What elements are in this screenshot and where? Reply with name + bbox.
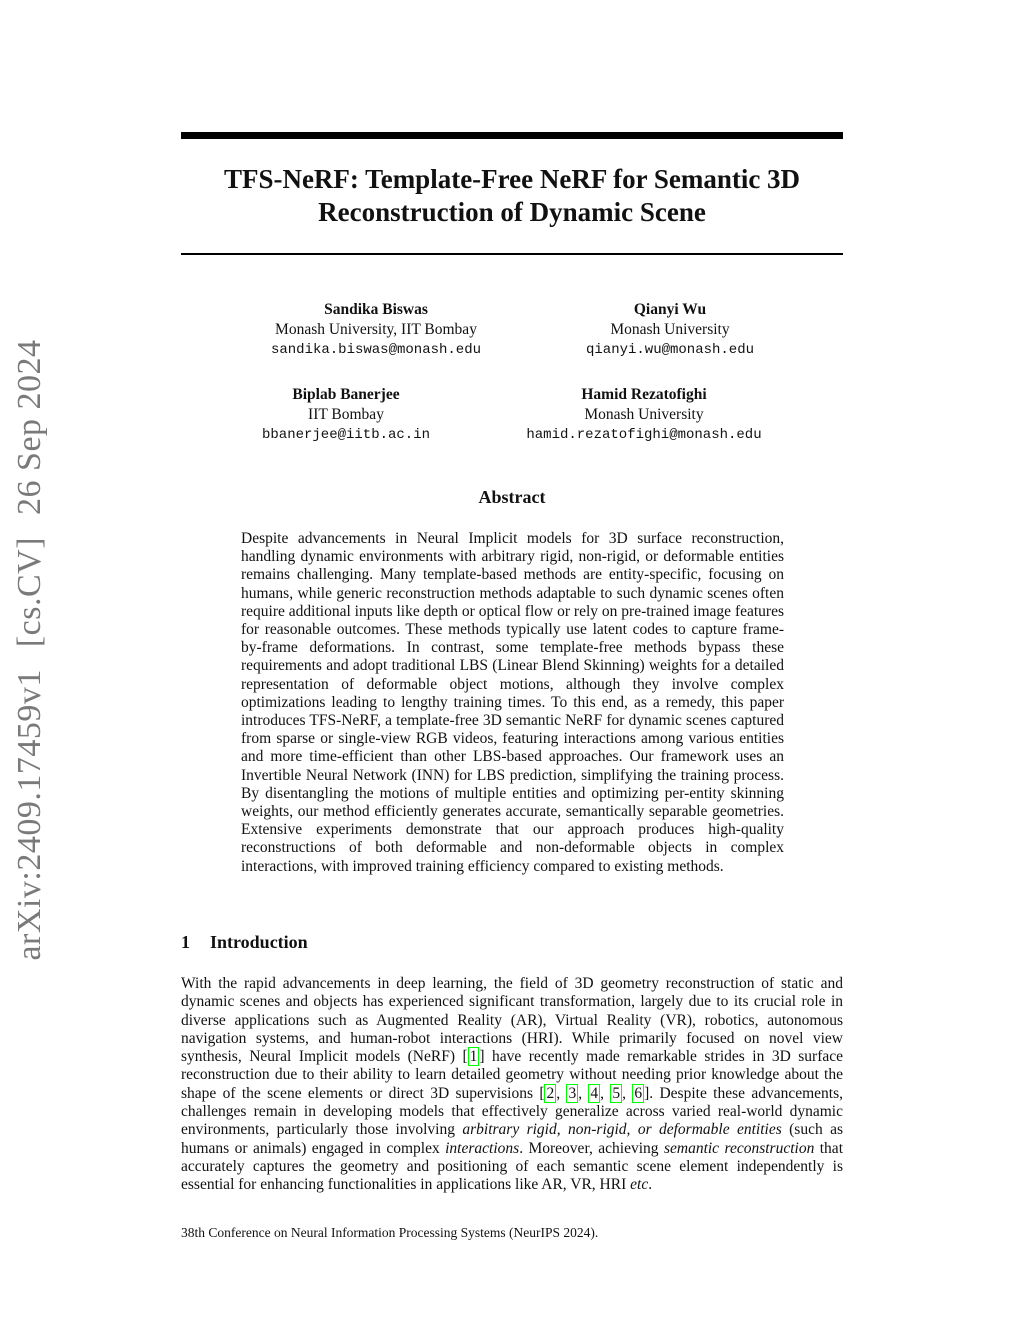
- introduction-paragraph: [181, 975, 843, 1195]
- citation-link[interactable]: 6: [634, 1084, 643, 1102]
- author-email[interactable]: bbanerjee@iitb.ac.in: [261, 427, 431, 443]
- abstract-text: Despite advancements in Neural Implicit models for 3D surface reconstruction, handling dynamic environments with arbitrary rigid, non-rigid, or deformable entities remains challenging. Many template-based methods are entity-specific, focusing on humans, while generic reconstruction methods adaptable to such dynamic scenes often require additional inputs like depth or optical flow or rely on pre-trained image features for reasonable outcomes. These methods typically use latent codes to capture frame-by-frame deformations. In contrast, some template-free methods bypass these requirements and adopt traditional LBS (Linear Blend Skinning) weights for a detailed representation of deformable object motions, although they involve complex optimizations leading to lengthy training times. To this end, as a remedy, this paper introduces TFS-NeRF, a template-free 3D semantic NeRF for dynamic scenes captured from sparse or single-view RGB videos, featuring interactions among various entities and more time-efficient than other LBS-based approaches. Our framework uses an Invertible Neural Network (INN) for LBS prediction, simplifying the training process. By disentangling the motions of multiple entities and optimizing per-entity skinning weights, our method efficiently generates accurate, semantically separable geometries. Extensive experiments demonstrate that our approach produces high-quality reconstructions of both deformable and non-deformable objects in complex interactions, with improved training efficiency compared to existing methods.: [241, 530, 784, 875]
- arxiv-stamp: [11, 339, 49, 960]
- intro-text: ] have recently made remarkable strides in 3D surface reconstruction due to their ability to learn detailed geometry without needing prior knowledge about the shape of the scene elements or direct 3D supervisions [: [181, 1048, 843, 1102]
- author-email[interactable]: qianyi.wu@monash.edu: [585, 342, 755, 358]
- author-affiliation: Monash University: [584, 406, 704, 423]
- intro-emphasis: arbitrary rigid, non-rigid, or deformable entities: [462, 1121, 782, 1139]
- author-name: Sandika Biswas: [324, 301, 428, 318]
- section-number: 1: [181, 932, 190, 952]
- author-block: [560, 300, 780, 360]
- author-email[interactable]: sandika.biswas@monash.edu: [270, 342, 482, 358]
- author-block: [510, 385, 778, 445]
- citation-link[interactable]: 4: [590, 1084, 599, 1102]
- author-email[interactable]: hamid.rezatofighi@monash.edu: [526, 427, 762, 443]
- section-title: Introduction: [210, 932, 308, 952]
- title-top-rule: [181, 132, 843, 139]
- citation-link[interactable]: 5: [612, 1084, 621, 1102]
- citation-separator: ,: [622, 1084, 633, 1102]
- paper-title: [181, 163, 843, 229]
- intro-emphasis: interactions: [445, 1139, 520, 1157]
- intro-text: ]. Despite these advancements, challenges remain in developing models that effectively generalize across varied real-world dynamic environments, particularly those involving: [181, 1084, 844, 1139]
- citation-separator: ,: [556, 1084, 567, 1102]
- arxiv-id: arXiv:2409.17459v1: [11, 669, 48, 961]
- author-name: Qianyi Wu: [633, 301, 707, 318]
- conference-footnote: 38th Conference on Neural Information Processing Systems (NeurIPS 2024).: [181, 1225, 599, 1240]
- title-line-1: TFS-NeRF: Template-Free NeRF for Semantic 3D: [223, 164, 801, 194]
- title-line-2: Reconstruction of Dynamic Scene: [318, 197, 706, 227]
- author-block: [246, 300, 506, 360]
- citation-link[interactable]: 1: [469, 1048, 478, 1066]
- author-block: [246, 385, 446, 445]
- author-name: Biplab Banerjee: [292, 386, 400, 403]
- arxiv-category: [cs.CV]: [11, 536, 48, 648]
- arxiv-date: 26 Sep 2024: [11, 339, 48, 515]
- section-heading-introduction: [181, 932, 308, 953]
- intro-text: .: [648, 1176, 653, 1194]
- citation-separator: ,: [600, 1084, 611, 1102]
- intro-emphasis: semantic reconstruction: [663, 1139, 815, 1157]
- intro-text: With the rapid advancements in deep learning, the field of 3D geometry reconstruction of static and dynamic scenes and objects has experienced significant transformation, largely due to its crucial role in diverse applications such as Augmented Reality (AR), Virtual Reality (VR), robotics, autonomous navigation systems, and human-robot interactions (HRI). While primarily focused on novel view synthesis, Neural Implicit models (NeRF) [: [181, 975, 843, 1066]
- citation-separator: ,: [578, 1084, 589, 1102]
- author-name: Hamid Rezatofighi: [581, 386, 707, 403]
- abstract-heading: Abstract: [478, 487, 546, 507]
- title-bottom-rule: [181, 253, 843, 255]
- intro-text: . Moreover, achieving: [519, 1139, 664, 1157]
- author-affiliation: Monash University, IIT Bombay: [275, 321, 477, 338]
- intro-emphasis: etc: [630, 1176, 649, 1194]
- author-affiliation: Monash University: [610, 321, 730, 338]
- author-affiliation: IIT Bombay: [308, 406, 384, 423]
- citation-link[interactable]: 3: [568, 1084, 577, 1102]
- intro-text: that accurately captures the geometry and positioning of each semantic scene element independently is essential for enhancing functionalities in applications like AR, VR, HRI: [181, 1139, 843, 1194]
- intro-text: (such as humans or animals) engaged in complex: [181, 1121, 844, 1157]
- citation-link[interactable]: 2: [546, 1084, 555, 1102]
